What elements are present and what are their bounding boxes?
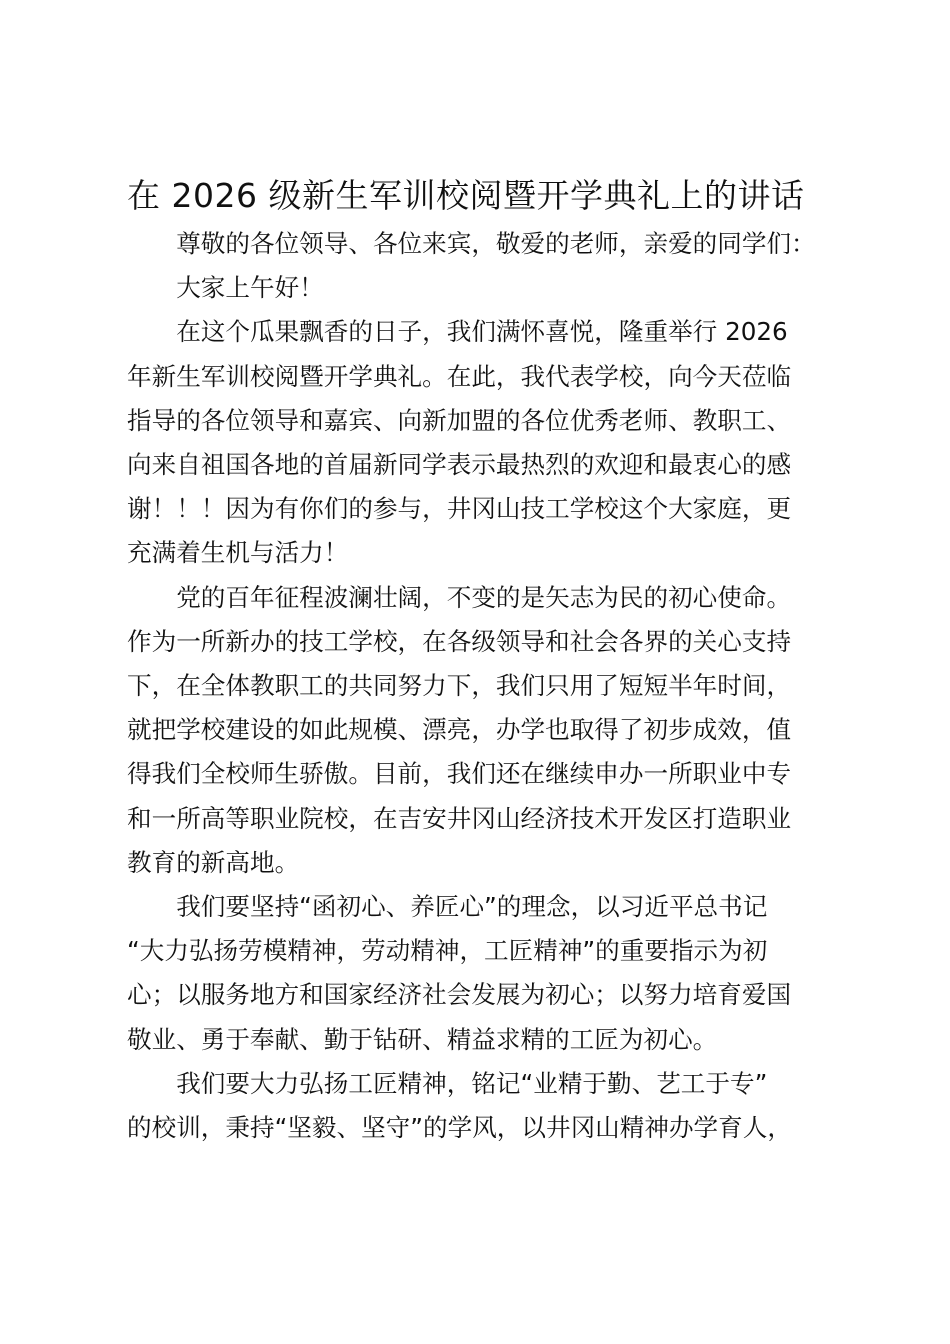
paragraph-salutation — [127, 222, 835, 266]
document-body — [127, 222, 835, 1150]
text-line: 教育的新高地。 — [127, 847, 300, 877]
text-line: 大家上午好！ — [176, 273, 324, 303]
text-line: 充满着生机与活力！ — [127, 538, 349, 568]
paragraph-greeting — [127, 266, 835, 310]
text-line: 指导的各位领导和嘉宾、向新加盟的各位优秀老师、教职工、 — [127, 405, 792, 435]
paragraph-history — [127, 576, 835, 885]
text-line: 我们要坚持“函初心、养匠心”的理念，以习近平总书记 — [176, 892, 768, 922]
document-title: 在 2026 级新生军训校阅暨开学典礼上的讲话 — [127, 176, 805, 215]
text-line: 我们要大力弘扬工匠精神，铭记“业精于勤、艺工于专” — [176, 1068, 768, 1098]
paragraph-welcome — [127, 310, 835, 575]
text-line: 和一所高等职业院校，在吉安井冈山经济技术开发区打造职业 — [127, 803, 792, 833]
text-line: 尊敬的各位领导、各位来宾，敬爱的老师，亲爱的同学们： — [176, 229, 816, 258]
text-line: 党的百年征程波澜壮阔，不变的是矢志为民的初心使命。 — [176, 582, 792, 612]
paragraph-philosophy — [127, 885, 835, 1062]
text-line: 下，在全体教职工的共同努力下，我们只用了短短半年时间， — [127, 671, 792, 701]
text-line: 敬业、勇于奉献、勤于钻研、精益求精的工匠为初心。 — [127, 1024, 718, 1054]
text-line: 得我们全校师生骄傲。目前，我们还在继续申办一所职业中专 — [127, 759, 792, 789]
text-line: “大力弘扬劳模精神，劳动精神，工匠精神”的重要指示为初 — [127, 936, 768, 966]
text-line: 心；以服务地方和国家经济社会发展为初心；以努力培育爱国 — [127, 980, 792, 1010]
text-line: 年新生军训校阅暨开学典礼。在此，我代表学校，向今天莅临 — [127, 361, 792, 391]
text-line: 向来自祖国各地的首届新同学表示最热烈的欢迎和最衷心的感 — [127, 450, 792, 480]
paragraph-craftsmanship — [127, 1062, 835, 1150]
text-line: 就把学校建设的如此规模、漂亮，办学也取得了初步成效，值 — [127, 715, 792, 745]
text-line: 作为一所新办的技工学校，在各级领导和社会各界的关心支持 — [127, 626, 792, 656]
text-line: 在这个瓜果飘香的日子，我们满怀喜悦，隆重举行 2026 — [176, 317, 788, 347]
text-line: 的校训，秉持“坚毅、坚守”的学风，以井冈山精神办学育人， — [127, 1113, 792, 1143]
text-line: 谢！！！因为有你们的参与，井冈山技工学校这个大家庭，更 — [127, 494, 792, 524]
